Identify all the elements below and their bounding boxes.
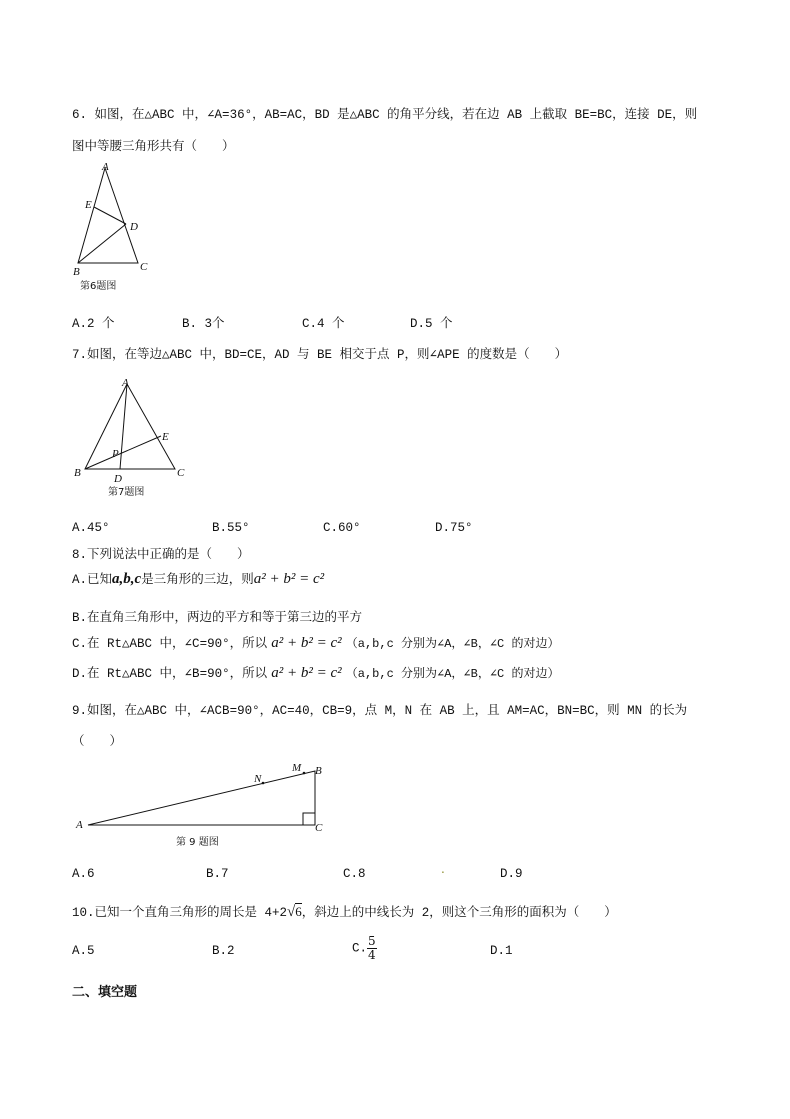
q9-point-m xyxy=(303,772,306,775)
q10-option-c xyxy=(352,935,377,962)
q9-label-b: B xyxy=(315,765,322,777)
q9-option-c: C.8 xyxy=(343,867,366,881)
q7-label-p: P xyxy=(112,448,119,460)
q10-stem-suffix: ，斜边上的中线长为 2，则这个三角形的面积为（ ） xyxy=(301,906,617,920)
q6-label-e: E xyxy=(85,199,92,211)
q9-stray-dot: . xyxy=(441,862,445,876)
q9-caption: 第 9 题图 xyxy=(176,837,219,848)
q8-option-a-vars: a,b,c xyxy=(112,571,142,587)
q6-figure xyxy=(70,160,170,300)
q10-stem xyxy=(72,902,617,921)
q10-option-d: D.1 xyxy=(490,944,513,958)
q7-stem: 7.如图，在等边△ABC 中，BD=CE，AD 与 BE 相交于点 P，则∠APE 的度数是（ ） xyxy=(72,348,568,362)
q8-option-d-prefix: D.在 Rt△ABC 中，∠B=90°，所以 xyxy=(72,667,268,681)
q9-figure xyxy=(70,756,340,856)
q7-label-a: A xyxy=(122,377,129,389)
q10-option-c-fraction xyxy=(367,935,377,962)
q7-caption: 第7题图 xyxy=(108,487,145,498)
q10-option-c-prefix: C. xyxy=(352,941,368,956)
q8-option-c-equation: a² + b² = c² xyxy=(271,635,342,651)
q6-option-c: C.4 个 xyxy=(302,317,345,331)
q7-option-a: A.45° xyxy=(72,521,110,535)
q9-stem-line1: 9.如图，在△ABC 中，∠ACB=90°，AC=40，CB=9，点 M，N 在 AB 上，且 AM=AC，BN=BC，则 MN 的长为 xyxy=(72,704,688,718)
q6-option-a: A.2 个 xyxy=(72,317,115,331)
q9-label-m: M xyxy=(292,762,302,774)
q8-option-d xyxy=(72,663,559,682)
q7-label-c: C xyxy=(177,467,185,479)
q7-figure xyxy=(70,372,200,502)
q9-option-d: D.9 xyxy=(500,867,523,881)
q8-option-a-prefix: A.已知 xyxy=(72,573,113,587)
q9-label-n: N xyxy=(254,773,262,785)
q7-option-c: C.60° xyxy=(323,521,361,535)
q8-option-d-suffix: （a,b,c 分别为∠A，∠B，∠C 的对边） xyxy=(345,667,560,681)
q9-label-a: A xyxy=(76,819,83,831)
q9-label-c: C xyxy=(315,822,323,834)
q7-option-b: B.55° xyxy=(212,521,250,535)
q6-label-c: C xyxy=(140,261,148,273)
q6-stem-line1: 6. 如图，在△ABC 中，∠A=36°，AB=AC，BD 是△ABC 的角平分线，若在边 AB 上截取 BE=BC，连接 DE，则 xyxy=(72,108,698,122)
q6-stem-line2: 图中等腰三角形共有（ ） xyxy=(72,140,235,154)
q8-option-a-equation: a² + b² = c² xyxy=(253,571,325,587)
q6-label-a: A xyxy=(102,161,109,173)
q9-option-b: B.7 xyxy=(206,867,229,881)
q6-label-d: D xyxy=(130,221,138,233)
q8-option-c xyxy=(72,633,559,652)
q9-stem-line2: （ ） xyxy=(72,735,123,749)
q7-label-d: D xyxy=(114,473,122,485)
q7-option-d: D.75° xyxy=(435,521,473,535)
section-2-heading: 二、填空题 xyxy=(72,985,138,1000)
q10-option-a: A.5 xyxy=(72,944,95,958)
q10-option-b: B.2 xyxy=(212,944,235,958)
q8-option-a-mid: 是三角形的三边，则 xyxy=(141,573,254,587)
q8-stem: 8.下列说法中正确的是（ ） xyxy=(72,548,250,562)
q10-radical-sign: √ xyxy=(287,904,296,920)
q6-label-b: B xyxy=(73,266,80,278)
q8-option-c-suffix: （a,b,c 分别为∠A，∠B，∠C 的对边） xyxy=(345,637,560,651)
q6-option-b: B. 3个 xyxy=(182,317,225,331)
q6-option-d: D.5 个 xyxy=(410,317,453,331)
q10-stem-prefix: 10.已知一个直角三角形的周长是 4+2 xyxy=(72,906,288,920)
q6-caption: 第6题图 xyxy=(80,281,117,292)
q7-label-e: E xyxy=(162,431,169,443)
q8-option-a xyxy=(72,569,324,588)
q9-option-a: A.6 xyxy=(72,867,95,881)
q7-label-b: B xyxy=(74,467,81,479)
q8-option-c-prefix: C.在 Rt△ABC 中，∠C=90°，所以 xyxy=(72,637,268,651)
q8-option-b: B.在直角三角形中，两边的平方和等于第三边的平方 xyxy=(72,611,363,625)
q9-point-n xyxy=(262,782,265,785)
q10-option-c-numerator: 5 xyxy=(368,934,376,948)
q8-option-d-equation: a² + b² = c² xyxy=(271,665,342,681)
q10-radicand: 6 xyxy=(295,904,302,919)
q10-option-c-denominator: 4 xyxy=(368,948,376,962)
